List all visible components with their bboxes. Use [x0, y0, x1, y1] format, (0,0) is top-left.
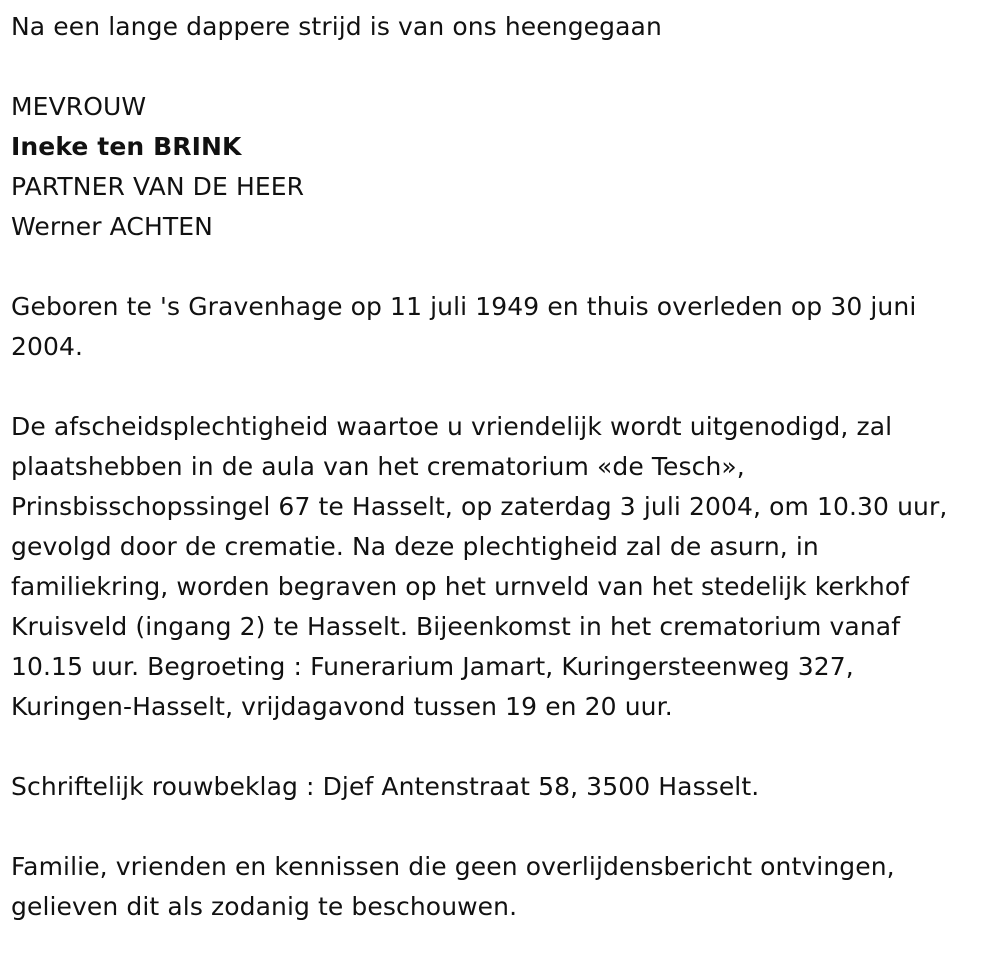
spacer — [11, 367, 986, 407]
paragraph-line: familiekring, worden begraven op het urnveld van het stedelijk kerkhof — [11, 572, 910, 601]
condolences-address: Schriftelijk rouwbeklag : Djef Antenstraat 58, 3500 Hasselt. — [11, 772, 760, 801]
relation-text: PARTNER VAN DE HEER — [11, 172, 305, 201]
paragraph-line: Kuringen-Hasselt, vrijdagavond tussen 19 en 20 uur. — [11, 692, 673, 721]
closing-paragraph — [11, 847, 986, 927]
paragraph-line: Kruisveld (ingang 2) te Hasselt. Bijeenkomst in het crematorium vanaf — [11, 612, 901, 641]
spacer — [11, 247, 986, 287]
paragraph-line: gevolgd door de crematie. Na deze plechtigheid zal de asurn, in — [11, 532, 819, 561]
partner-name: Werner ACHTEN — [11, 212, 213, 241]
deceased-name: Ineke ten BRINK — [11, 132, 242, 161]
intro-text: Na een lange dappere strijd is van ons heengegaan — [11, 12, 662, 41]
spacer — [11, 727, 986, 767]
paragraph-line: gelieven dit als zodanig te beschouwen. — [11, 892, 518, 921]
paragraph-line: plaatshebben in de aula van het crematorium «de Tesch», — [11, 452, 745, 481]
ceremony-paragraph — [11, 407, 986, 727]
paragraph-line: 10.15 uur. Begroeting : Funerarium Jamart, Kuringersteenweg 327, — [11, 652, 854, 681]
spacer — [11, 47, 986, 87]
paragraph-line: Familie, vrienden en kennissen die geen overlijdensbericht ontvingen, — [11, 852, 895, 881]
paragraph-line: Geboren te 's Gravenhage op 11 juli 1949 en thuis overleden op 30 juni — [11, 292, 917, 321]
paragraph-line: Prinsbisschopssingel 67 te Hasselt, op zaterdag 3 juli 2004, om 10.30 uur, — [11, 492, 948, 521]
spacer — [11, 807, 986, 847]
paragraph-line: De afscheidsplechtigheid waartoe u vriendelijk wordt uitgenodigd, zal — [11, 412, 893, 441]
birth-death-paragraph — [11, 287, 986, 367]
obituary-notice — [11, 7, 986, 927]
paragraph-line: 2004. — [11, 332, 84, 361]
title-prefix: MEVROUW — [11, 92, 147, 121]
